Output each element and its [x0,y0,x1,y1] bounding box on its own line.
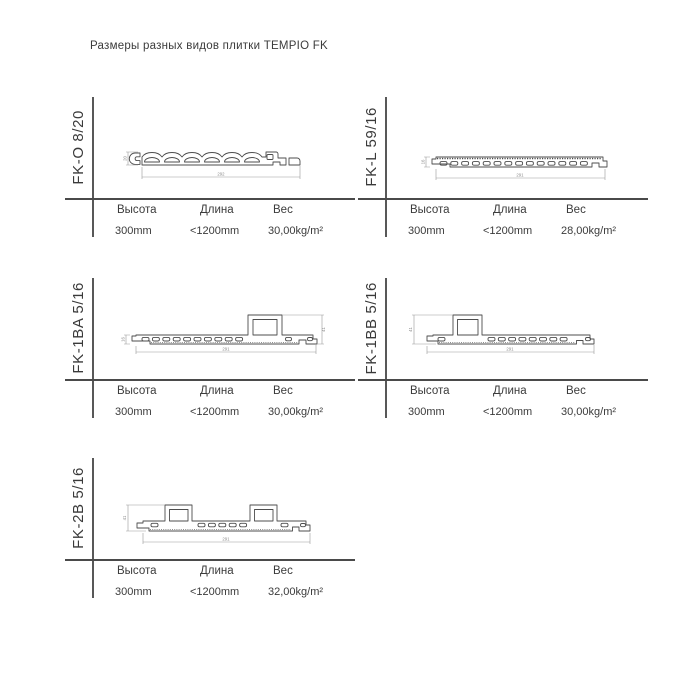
header-height: Высота [117,385,157,397]
value-weight: 30,00kg/m² [268,225,324,237]
value-height: 300mm [115,586,152,598]
spec-table-row [358,406,648,420]
section-horizontal-divider [358,379,648,381]
spec-table-row [65,586,355,600]
header-weight: Вес [566,385,586,397]
value-weight: 30,00kg/m² [561,406,617,418]
thickness-dimension-label: 16 [420,159,426,165]
value-height: 300mm [408,225,445,237]
value-length: <1200mm [483,406,533,418]
width-dimension-label: 291 [222,346,230,352]
spec-table-header [358,385,648,399]
header-weight: Вес [566,204,586,216]
section-label [66,96,91,198]
value-weight: 32,00kg/m² [268,586,324,598]
section-horizontal-divider [358,198,648,200]
section-horizontal-divider [65,379,355,381]
header-height: Высота [117,204,157,216]
rib-height-dimension-label: 41 [122,515,127,521]
value-height: 300mm [115,406,152,418]
section-label [66,457,91,559]
width-dimension-label: 291 [506,346,514,352]
thickness-dimension-label: 16 [120,337,126,342]
page-title: Размеры разных видов плитки TEMPIO FK [90,40,328,52]
section-fk-l-59-16 [358,96,648,242]
width-dimension-label: 291 [222,536,230,542]
header-height: Высота [117,565,157,577]
value-length: <1200mm [190,586,240,598]
header-length: Длина [200,204,234,216]
section-fk-1ba-5-16 [65,277,355,423]
double-rib-tile-profile-drawing [120,497,330,549]
single-rib-right-tile-profile-drawing [120,307,330,359]
value-weight: 30,00kg/m² [268,406,324,418]
section-label [66,277,91,379]
header-height: Высота [410,385,450,397]
rib-height-dimension-label: 41 [408,327,413,332]
rib-height-dimension-label: 41 [321,327,327,332]
width-dimension-label: 292 [217,171,225,177]
section-fk-2b-5-16 [65,457,355,603]
spec-table-row [65,225,355,239]
header-length: Длина [493,204,527,216]
section-label [359,277,384,379]
value-length: <1200mm [190,225,240,237]
value-weight: 28,00kg/m² [561,225,617,237]
spec-table-row [358,225,648,239]
header-height: Высота [410,204,450,216]
flat-perforated-tile-profile-drawing [420,148,620,188]
value-length: <1200mm [190,406,240,418]
section-label-text: FK-L 59/16 [363,107,380,187]
width-dimension-label: 291 [516,172,524,178]
section-label-text: FK-O 8/20 [70,109,87,185]
spec-table-header [358,204,648,218]
spec-table-header [65,204,355,218]
section-fk-o-8-20 [65,96,355,242]
section-horizontal-divider [65,198,355,200]
header-length: Длина [200,385,234,397]
spec-table-header [65,565,355,579]
header-weight: Вес [273,385,293,397]
header-weight: Вес [273,565,293,577]
section-horizontal-divider [65,559,355,561]
value-height: 300mm [408,406,445,418]
header-length: Длина [493,385,527,397]
single-rib-left-tile-profile-drawing [406,307,621,359]
section-fk-1bb-5-16 [358,277,648,423]
spec-table-header [65,385,355,399]
section-label [359,96,384,198]
value-length: <1200mm [483,225,533,237]
value-height: 300mm [115,225,152,237]
thickness-dimension-label: 20 [122,156,128,161]
section-label-text: FK-1BB 5/16 [363,281,380,375]
header-weight: Вес [273,204,293,216]
section-label-text: FK-1BA 5/16 [70,282,87,374]
spec-table-row [65,406,355,420]
section-label-text: FK-2B 5/16 [70,467,87,549]
corrugated-tile-profile-drawing [120,140,320,186]
header-length: Длина [200,565,234,577]
